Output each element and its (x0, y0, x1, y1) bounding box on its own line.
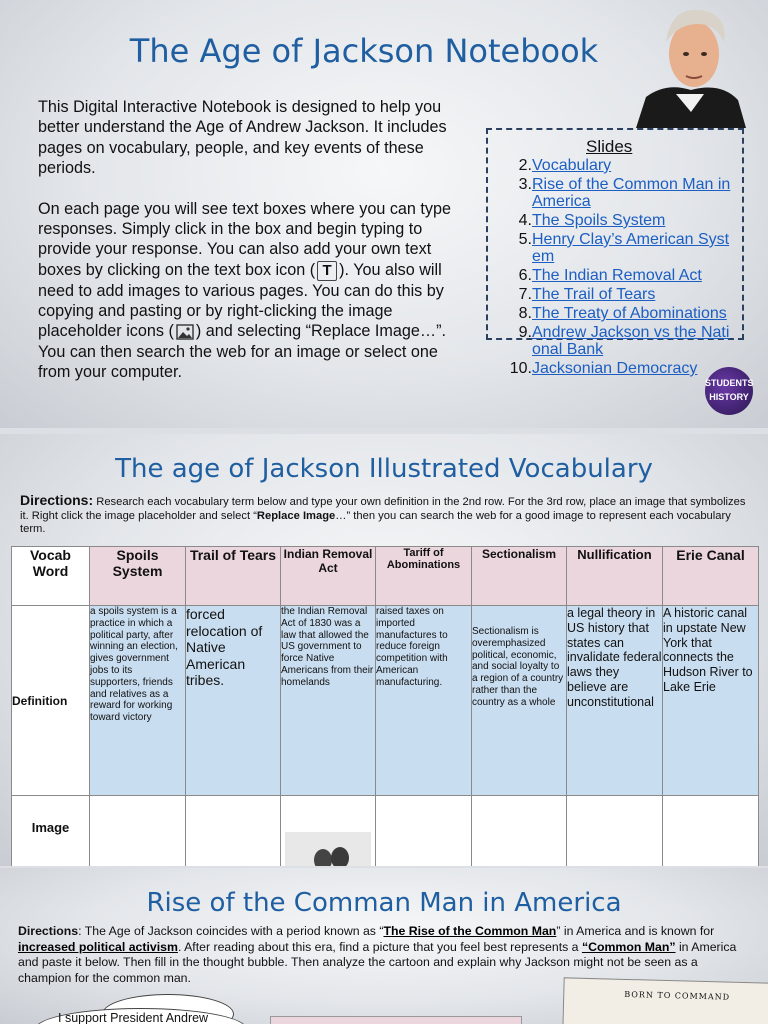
slide-link[interactable]: Henry Clay’s American System (532, 231, 730, 265)
slide-link-item (500, 305, 732, 322)
slides-heading: Slides (586, 137, 633, 156)
directions-text-a: : The Age of Jackson coincides with a period known as “ (78, 924, 384, 938)
slide-link-item (500, 231, 732, 265)
slide-link-item (500, 286, 732, 303)
slide-title (0, 0, 768, 428)
vocab-header-row (12, 547, 759, 606)
intro-p2-part-b: ). You also will need to add images to various pages. You can do this by copying and pasting or by right-clicking the image placeholder icons ( (38, 260, 444, 341)
image-cell-erie-canal[interactable] (663, 796, 759, 867)
thought-bubble-text[interactable]: I support President Andrew (58, 1011, 209, 1024)
vocab-term-header: Spoils System (90, 547, 186, 606)
definition-row (12, 606, 759, 796)
vocab-definition-cell[interactable]: Sectionalism is overemphasized political, economic, and social loyalty to a region of a country rather than the country as a whole (472, 606, 567, 796)
vocab-definition-cell[interactable]: forced relocation of Native American tribes. (186, 606, 281, 796)
vocab-definition-cell[interactable]: A historic canal in upstate New York that connects the Hudson River to Lake Erie (663, 606, 759, 796)
vocab-word-header: Vocab Word (12, 547, 90, 606)
intro-paragraph-1: This Digital Interactive Notebook is designed to help you better understand the Age of Andrew Jackson. It includes pages on vocabulary, people, and key events of these periods. (38, 98, 447, 178)
intro-text (38, 97, 468, 403)
directions-text-a: Research each vocabulary term below and type your own definition in the 2nd row. For the 3rd row, place an image that symbolizes it. Right click the image placeholder and select “ (20, 496, 746, 522)
slide-link[interactable]: The Spoils System (532, 212, 666, 229)
slide-link-item (500, 212, 732, 229)
definition-row-label: Definition (12, 606, 90, 796)
intro-p2-part-c: ) and selecting “Replace Image…”. You can then search the web for an image or select one from your computer. (38, 322, 446, 382)
slide-link[interactable]: Vocabulary (532, 157, 612, 174)
slide-number: 2. (518, 157, 532, 174)
slide-vocabulary (0, 434, 768, 866)
image-cell-tariff-of-abominations[interactable] (376, 796, 472, 867)
vocab-title: The age of Jackson Illustrated Vocabulary (115, 454, 653, 484)
slide-link-item (500, 267, 732, 284)
intro-p2-part-a: On each page you will see text boxes where you can type responses. Simply click in the box and begin typing to provide your response. You can also add your own text boxes by clicking on the text box icon ( (38, 199, 452, 279)
page-title: The Age of Jackson Notebook (129, 32, 599, 70)
vocab-term-header: Nullification (567, 547, 663, 606)
vocab-directions (20, 494, 750, 537)
directions-label: Directions: (20, 492, 94, 508)
slide-common-man (0, 868, 768, 1024)
slide-link-item (500, 360, 732, 377)
vocab-definition-cell[interactable]: a legal theory in US history that states can invalidate federal laws they believe are unconstitutional (567, 606, 663, 796)
slide-number: 6. (518, 267, 532, 284)
directions-text-g: in America and paste it below. Then fill in the thought bubble. Then analyze the cartoon and explain why Jackson might not be seen as a champion for the common man. (18, 939, 737, 985)
logo-text-bottom: HISTORY (709, 392, 749, 402)
image-cell-trail-of-tears[interactable] (186, 796, 281, 867)
image-row (12, 796, 759, 867)
slide-link-item (500, 324, 732, 358)
image-cell-indian-removal-act[interactable] (281, 796, 376, 867)
text-box-icon: T (317, 261, 337, 281)
slide-link-item (500, 176, 732, 210)
slide-number: 9. (518, 324, 532, 341)
slide-link[interactable]: The Trail of Tears (532, 286, 656, 303)
vocab-term-header: Tariff of Abominations (376, 547, 472, 606)
political-activism-phrase: increased political activism (18, 939, 178, 954)
slide-number: 5. (518, 231, 532, 248)
image-cell-nullification[interactable] (567, 796, 663, 867)
common-man-phrase: “Common Man” (581, 939, 676, 954)
logo-text-top: STUDENTS (705, 378, 754, 388)
vocab-term-header: Indian Removal Act (281, 547, 376, 606)
slide-number: 10. (509, 360, 532, 377)
vocab-definition-cell[interactable]: raised taxes on imported manufactures to reduce foreign competition with American manufacturing. (376, 606, 472, 796)
cartoon-caption: BORN TO COMMAND (624, 989, 731, 1002)
slide-link[interactable]: Rise of the Common Man in America (532, 176, 731, 210)
rise-of-common-man-phrase: The Rise of the Common Man (383, 924, 557, 938)
slide-number: 7. (518, 286, 532, 303)
vocab-definition-cell[interactable]: the Indian Removal Act of 1830 was a law that allowed the US government to force Native Americans from their homelands (281, 606, 376, 796)
vocab-term-header: Trail of Tears (186, 547, 281, 606)
slide-link[interactable]: The Indian Removal Act (532, 267, 702, 284)
common-man-title: Rise of the Comman Man in America (146, 888, 622, 918)
directions-text-b: …” then you can search the web for a good image to represent each vocabulary term. (20, 509, 731, 536)
slide-link[interactable]: Jacksonian Democracy (532, 360, 698, 377)
slides-list (500, 157, 732, 379)
image-cell-spoils-system[interactable] (90, 796, 186, 867)
slide-number: 8. (518, 305, 532, 322)
andrew-jackson-portrait (636, 2, 746, 128)
born-to-command-cartoon (562, 977, 768, 1024)
slide-link[interactable]: Andrew Jackson vs the National Bank (532, 324, 730, 358)
students-of-history-logo (705, 367, 753, 415)
slide-link-item (500, 157, 732, 174)
directions-replace-image: Replace Image (256, 509, 336, 522)
response-text-box[interactable] (270, 1016, 522, 1024)
common-man-directions (18, 924, 748, 986)
image-placeholder-icon (176, 324, 194, 340)
vocab-definition-cell[interactable]: a spoils system is a practice in which a political party, after winning an election, gives government jobs to its supporters, friends and relatives as a reward for working toward victory (90, 606, 186, 796)
slide-number: 3. (518, 176, 532, 193)
image-row-label: Image (12, 796, 90, 867)
vocab-term-header: Sectionalism (472, 547, 567, 606)
slide-number: 4. (518, 212, 532, 229)
vocab-table (11, 546, 759, 866)
vocab-term-header: Erie Canal (663, 547, 759, 606)
directions-label: Directions (18, 924, 79, 938)
intro-paragraph-2 (38, 199, 468, 383)
image-cell-sectionalism[interactable] (472, 796, 567, 867)
directions-text-e: . After reading about this era, find a picture that you feel best represents a (177, 939, 582, 954)
indian-removal-act-photo-image (285, 832, 371, 866)
slide-link[interactable]: The Treaty of Abominations (532, 305, 727, 322)
directions-text-c: ” in America and is known for (556, 924, 715, 938)
